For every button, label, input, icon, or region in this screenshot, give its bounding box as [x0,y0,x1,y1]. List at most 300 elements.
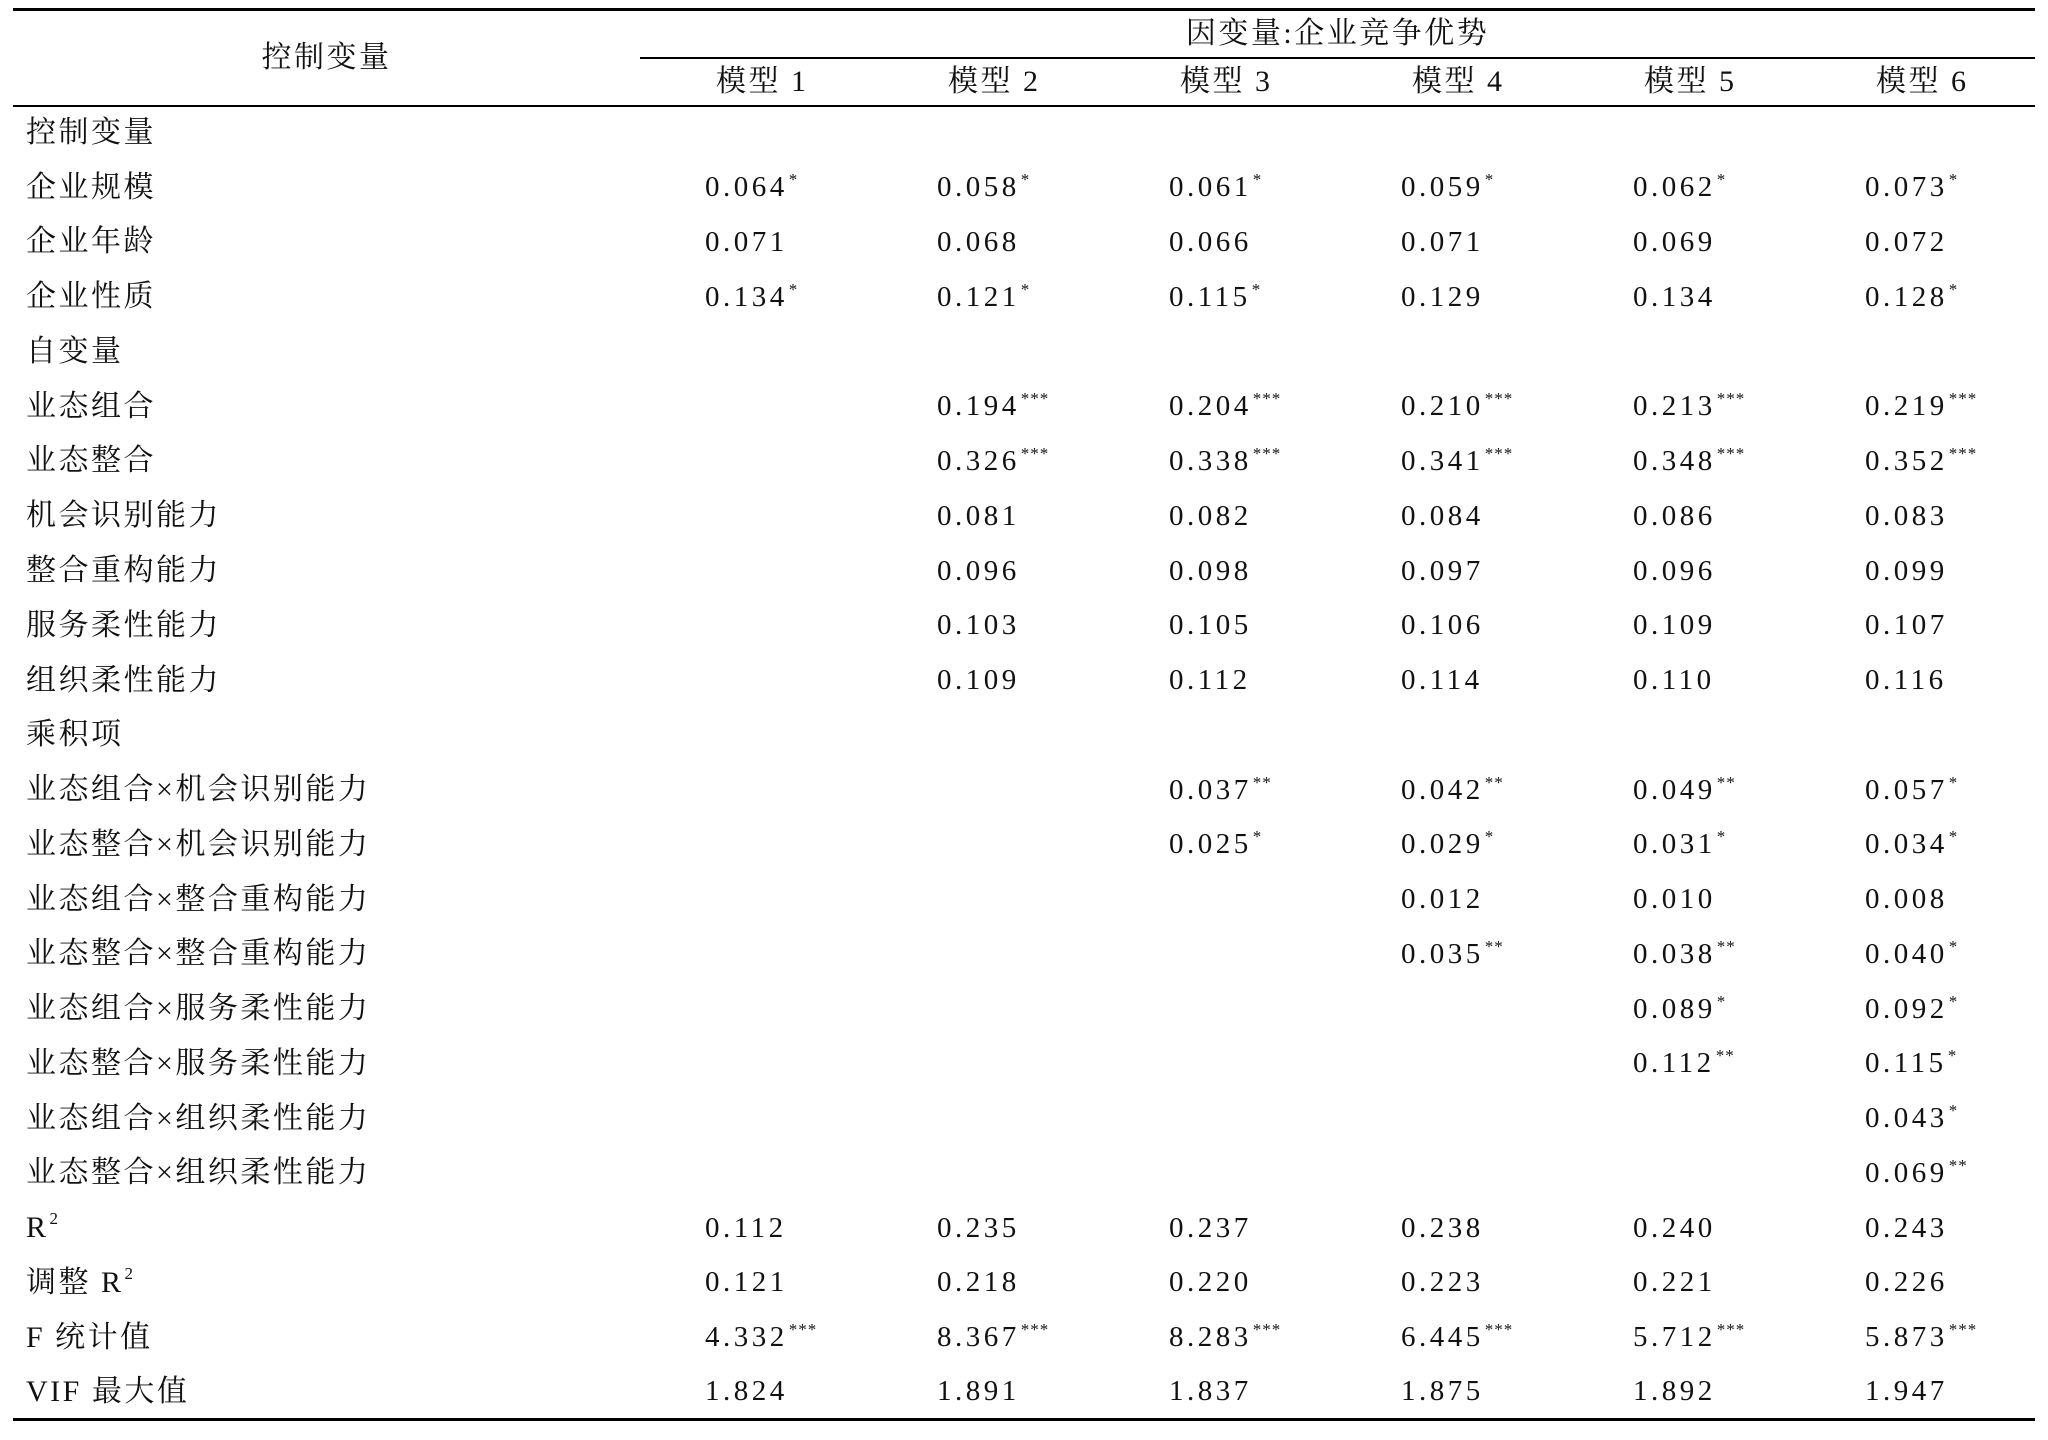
significance-stars: * [1020,279,1031,299]
coefficient: 1.824 [705,1375,788,1408]
significance-stars: *** [1020,389,1050,409]
empty-cell [1104,1091,1336,1146]
coefficient: 0.073 [1865,171,1948,204]
coefficient: 0.025 [1169,828,1252,861]
section-row [13,708,2035,763]
significance-stars: *** [1948,443,1978,463]
row-label: 组织柔性能力 [26,663,221,697]
significance-stars: * [788,170,799,190]
value-cell [1800,489,2035,544]
significance-stars: * [1020,170,1031,190]
table-row [13,1201,2035,1256]
coefficient: 0.061 [1169,171,1252,204]
coefficient: 0.223 [1401,1266,1484,1299]
coefficient: 0.348 [1633,444,1716,477]
coefficient: 0.134 [1633,280,1716,313]
significance-stars: *** [1020,443,1050,463]
coefficient: 0.098 [1169,554,1252,587]
value-cell [1336,1365,1568,1420]
row-label: 业态组合 [26,389,156,423]
value-cell [1800,1310,2035,1365]
section-label: 控制变量 [26,116,156,150]
empty-cell [1800,708,2035,763]
empty-cell [872,708,1104,763]
coefficient: 0.210 [1401,390,1484,423]
empty-cell [872,982,1104,1037]
coefficient: 0.034 [1865,828,1948,861]
value-cell [1104,817,1336,872]
empty-cell [1568,1091,1800,1146]
value-cell [1568,763,1800,818]
coefficient: 0.099 [1865,554,1948,587]
empty-cell [640,927,872,982]
value-cell [1800,817,2035,872]
regression-results-table [13,8,2035,1421]
row-label-cell [13,982,640,1037]
value-cell [1104,270,1336,325]
empty-cell [640,653,872,708]
value-cell [872,1256,1104,1311]
value-cell [1568,653,1800,708]
coefficient: 0.103 [937,609,1020,642]
value-cell [872,160,1104,215]
coefficient: 0.082 [1169,499,1252,532]
empty-cell [1336,1037,1568,1092]
coefficient: 0.081 [937,499,1020,532]
value-cell [1568,982,1800,1037]
empty-cell [640,982,872,1037]
empty-cell [1104,872,1336,927]
empty-cell [872,1091,1104,1146]
coefficient: 0.128 [1865,280,1948,313]
model-3-header: 模型 3 [1104,58,1336,106]
value-cell [1336,489,1568,544]
significance-stars: * [1716,827,1727,847]
coefficient: 0.008 [1865,883,1948,916]
coefficient: 0.086 [1633,499,1716,532]
coefficient: 0.035 [1401,937,1484,970]
empty-cell [640,872,872,927]
value-cell [640,160,872,215]
coefficient: 0.058 [937,171,1020,204]
value-cell [872,653,1104,708]
significance-stars: * [1948,170,1959,190]
row-label-cell [13,1037,640,1092]
row-label: 服务柔性能力 [26,608,221,642]
coefficient: 0.012 [1401,883,1484,916]
coefficient: 0.221 [1633,1266,1716,1299]
value-cell [1336,1310,1568,1365]
significance-stars: *** [788,1320,818,1340]
value-cell [872,598,1104,653]
value-cell [1336,160,1568,215]
empty-cell [1336,982,1568,1037]
coefficient: 0.089 [1633,992,1716,1025]
row-label: 调整 R [26,1265,124,1299]
value-cell [1800,653,2035,708]
value-cell [640,1201,872,1256]
table-row [13,1091,2035,1146]
section-label: 自变量 [26,334,124,368]
empty-cell [640,817,872,872]
value-cell [1568,598,1800,653]
coefficient: 0.115 [1169,280,1251,313]
value-cell [872,270,1104,325]
model-4-header: 模型 4 [1336,58,1568,106]
coefficient: 0.240 [1633,1211,1716,1244]
coefficient: 0.096 [1633,554,1716,587]
empty-cell [872,872,1104,927]
table-row [13,653,2035,708]
coefficient: 0.110 [1633,664,1715,697]
coefficient: 0.066 [1169,225,1252,258]
value-cell [1800,1365,2035,1420]
row-label: 业态整合 [26,444,156,478]
significance-stars: ** [1716,772,1736,792]
empty-cell [1104,927,1336,982]
coefficient: 0.038 [1633,937,1716,970]
empty-cell [640,598,872,653]
table-row [13,1146,2035,1201]
coefficient: 0.121 [937,280,1020,313]
coefficient: 0.220 [1169,1266,1252,1299]
coefficient: 0.238 [1401,1211,1484,1244]
section-row [13,106,2035,161]
coefficient: 0.121 [705,1266,788,1299]
value-cell [1104,1310,1336,1365]
significance-stars: *** [1252,443,1282,463]
table-header [13,10,2035,106]
row-label: 企业性质 [26,280,156,314]
coefficient: 0.068 [937,225,1020,258]
empty-cell [1568,325,1800,380]
row-label: 企业年龄 [26,225,156,259]
coefficient: 0.042 [1401,773,1484,806]
significance-stars: ** [1716,936,1736,956]
coefficient: 0.083 [1865,499,1948,532]
empty-cell [872,325,1104,380]
significance-stars: *** [1484,389,1514,409]
row-label-cell [13,379,640,434]
coefficient: 0.115 [1865,1047,1947,1080]
row-label-cell [13,215,640,270]
empty-cell [1336,1091,1568,1146]
coefficient: 0.204 [1169,390,1252,423]
empty-cell [1104,982,1336,1037]
value-cell [1104,653,1336,708]
table-row [13,817,2035,872]
empty-cell [640,1091,872,1146]
row-label: 业态整合×组织柔性能力 [26,1156,371,1190]
significance-stars: *** [1948,1320,1978,1340]
empty-cell [1568,106,1800,161]
coefficient: 0.031 [1633,828,1716,861]
significance-stars: * [1252,170,1263,190]
section-label: 乘积项 [26,718,124,752]
row-label: 业态组合×组织柔性能力 [26,1101,371,1135]
value-cell [872,544,1104,599]
coefficient: 0.049 [1633,773,1716,806]
model-1-header: 模型 1 [640,58,872,106]
value-cell [1336,1201,1568,1256]
coefficient: 0.129 [1401,280,1484,313]
label-superscript: 2 [124,1263,134,1283]
value-cell [1800,1201,2035,1256]
empty-cell [640,379,872,434]
empty-cell [640,489,872,544]
value-cell [1800,160,2035,215]
coefficient: 5.712 [1633,1321,1716,1354]
significance-stars: ** [1715,1046,1735,1066]
table-row [13,1310,2035,1365]
coefficient: 0.097 [1401,554,1484,587]
coefficient: 0.112 [1633,1047,1715,1080]
row-label-cell [13,434,640,489]
row-label-cell [13,106,640,161]
empty-cell [640,763,872,818]
value-cell [1336,872,1568,927]
table-row [13,982,2035,1037]
table-row [13,763,2035,818]
empty-cell [872,1146,1104,1201]
significance-stars: *** [1716,443,1746,463]
value-cell [1800,1256,2035,1311]
row-label: 机会识别能力 [26,499,221,533]
coefficient: 0.057 [1865,773,1948,806]
dependent-variable-header: 因变量:企业竞争优势 [640,10,2035,58]
significance-stars: *** [1716,389,1746,409]
value-cell [1336,1256,1568,1311]
significance-stars: * [788,279,799,299]
coefficient: 0.219 [1865,390,1948,423]
table-row [13,215,2035,270]
coefficient: 0.226 [1865,1266,1948,1299]
coefficient: 0.059 [1401,171,1484,204]
significance-stars: *** [1484,443,1514,463]
value-cell [1568,489,1800,544]
value-cell [1104,379,1336,434]
coefficient: 0.112 [705,1211,787,1244]
coefficient: 0.243 [1865,1211,1948,1244]
value-cell [1336,434,1568,489]
table-body [13,106,2035,1420]
value-cell [1800,927,2035,982]
significance-stars: * [1948,279,1959,299]
significance-stars: * [1947,1046,1958,1066]
value-cell [1104,1365,1336,1420]
empty-cell [1336,325,1568,380]
significance-stars: * [1251,279,1262,299]
value-cell [1104,160,1336,215]
table-row [13,872,2035,927]
table-row [13,434,2035,489]
coefficient: 0.109 [937,664,1020,697]
coefficient: 0.084 [1401,499,1484,532]
table-row [13,927,2035,982]
empty-cell [872,1037,1104,1092]
coefficient: 0.069 [1865,1156,1948,1189]
empty-cell [872,763,1104,818]
row-label-cell [13,1146,640,1201]
empty-cell [640,708,872,763]
value-cell [1568,872,1800,927]
significance-stars: ** [1948,1155,1968,1175]
significance-stars: * [1484,170,1495,190]
coefficient: 0.116 [1865,664,1947,697]
coefficient: 0.092 [1865,992,1948,1025]
significance-stars: *** [1484,1320,1514,1340]
row-label-cell [13,927,640,982]
value-cell [1336,598,1568,653]
value-cell [640,270,872,325]
significance-stars: * [1948,991,1959,1011]
row-label-cell [13,270,640,325]
row-label-cell [13,1256,640,1311]
significance-stars: * [1252,827,1263,847]
row-label-cell [13,1091,640,1146]
coefficient: 0.037 [1169,773,1252,806]
coefficient: 0.096 [937,554,1020,587]
stub-header: 控制变量 [13,10,640,106]
coefficient: 0.194 [937,390,1020,423]
empty-cell [1568,708,1800,763]
empty-cell [1336,1146,1568,1201]
table-row [13,489,2035,544]
value-cell [872,379,1104,434]
value-cell [1336,544,1568,599]
value-cell [1336,763,1568,818]
value-cell [1104,1201,1336,1256]
empty-cell [640,1037,872,1092]
value-cell [1104,215,1336,270]
coefficient: 8.367 [937,1321,1020,1354]
model-5-header: 模型 5 [1568,58,1800,106]
table-row [13,270,2035,325]
empty-cell [1104,1146,1336,1201]
row-label-cell [13,763,640,818]
coefficient: 0.326 [937,444,1020,477]
value-cell [1800,434,2035,489]
coefficient: 0.029 [1401,828,1484,861]
significance-stars: *** [1252,389,1282,409]
coefficient: 1.837 [1169,1375,1252,1408]
row-label-cell [13,1201,640,1256]
significance-stars: * [1948,936,1959,956]
coefficient: 0.072 [1865,225,1948,258]
row-label: R [26,1211,49,1245]
table-row [13,160,2035,215]
empty-cell [640,106,872,161]
coefficient: 0.114 [1401,664,1483,697]
value-cell [1568,1037,1800,1092]
row-label-cell [13,1310,640,1365]
value-cell [1568,1201,1800,1256]
table-row [13,598,2035,653]
coefficient: 4.332 [705,1321,788,1354]
value-cell [1568,927,1800,982]
value-cell [1800,215,2035,270]
row-label: VIF 最大值 [26,1374,190,1408]
empty-cell [1104,1037,1336,1092]
coefficient: 8.283 [1169,1321,1252,1354]
table-row [13,379,2035,434]
value-cell [1336,270,1568,325]
value-cell [1800,598,2035,653]
empty-cell [640,1146,872,1201]
value-cell [640,1310,872,1365]
significance-stars: * [1948,772,1959,792]
empty-cell [1336,106,1568,161]
value-cell [872,489,1104,544]
significance-stars: *** [1020,1320,1050,1340]
coefficient: 1.875 [1401,1375,1484,1408]
coefficient: 0.112 [1169,664,1251,697]
empty-cell [872,817,1104,872]
empty-cell [1800,325,2035,380]
value-cell [1568,270,1800,325]
significance-stars: ** [1252,772,1272,792]
value-cell [1568,1310,1800,1365]
empty-cell [872,106,1104,161]
label-superscript: 2 [49,1209,59,1229]
value-cell [1336,817,1568,872]
value-cell [640,1256,872,1311]
row-label: 业态组合×整合重构能力 [26,882,371,916]
value-cell [1800,872,2035,927]
significance-stars: * [1948,1101,1959,1121]
empty-cell [1104,325,1336,380]
row-label-cell [13,489,640,544]
coefficient: 0.064 [705,171,788,204]
empty-cell [872,927,1104,982]
coefficient: 0.352 [1865,444,1948,477]
value-cell [1800,1091,2035,1146]
value-cell [872,1201,1104,1256]
significance-stars: *** [1252,1320,1282,1340]
value-cell [872,215,1104,270]
coefficient: 0.338 [1169,444,1252,477]
value-cell [1104,434,1336,489]
significance-stars: * [1716,170,1727,190]
empty-cell [640,544,872,599]
value-cell [872,1365,1104,1420]
table-row [13,544,2035,599]
value-cell [1568,379,1800,434]
significance-stars: ** [1484,772,1504,792]
row-label-cell [13,325,640,380]
coefficient: 1.892 [1633,1375,1716,1408]
coefficient: 0.107 [1865,609,1948,642]
value-cell [1104,544,1336,599]
significance-stars: * [1948,827,1959,847]
coefficient: 1.891 [937,1375,1020,1408]
value-cell [1568,1256,1800,1311]
value-cell [872,1310,1104,1365]
row-label-cell [13,544,640,599]
significance-stars: * [1484,827,1495,847]
model-6-header: 模型 6 [1800,58,2035,106]
value-cell [1800,982,2035,1037]
coefficient: 0.341 [1401,444,1484,477]
value-cell [1104,598,1336,653]
empty-cell [1336,708,1568,763]
row-label-cell [13,872,640,927]
coefficient: 0.213 [1633,390,1716,423]
coefficient: 0.062 [1633,171,1716,204]
value-cell [1104,1256,1336,1311]
coefficient: 0.040 [1865,937,1948,970]
value-cell [1104,763,1336,818]
